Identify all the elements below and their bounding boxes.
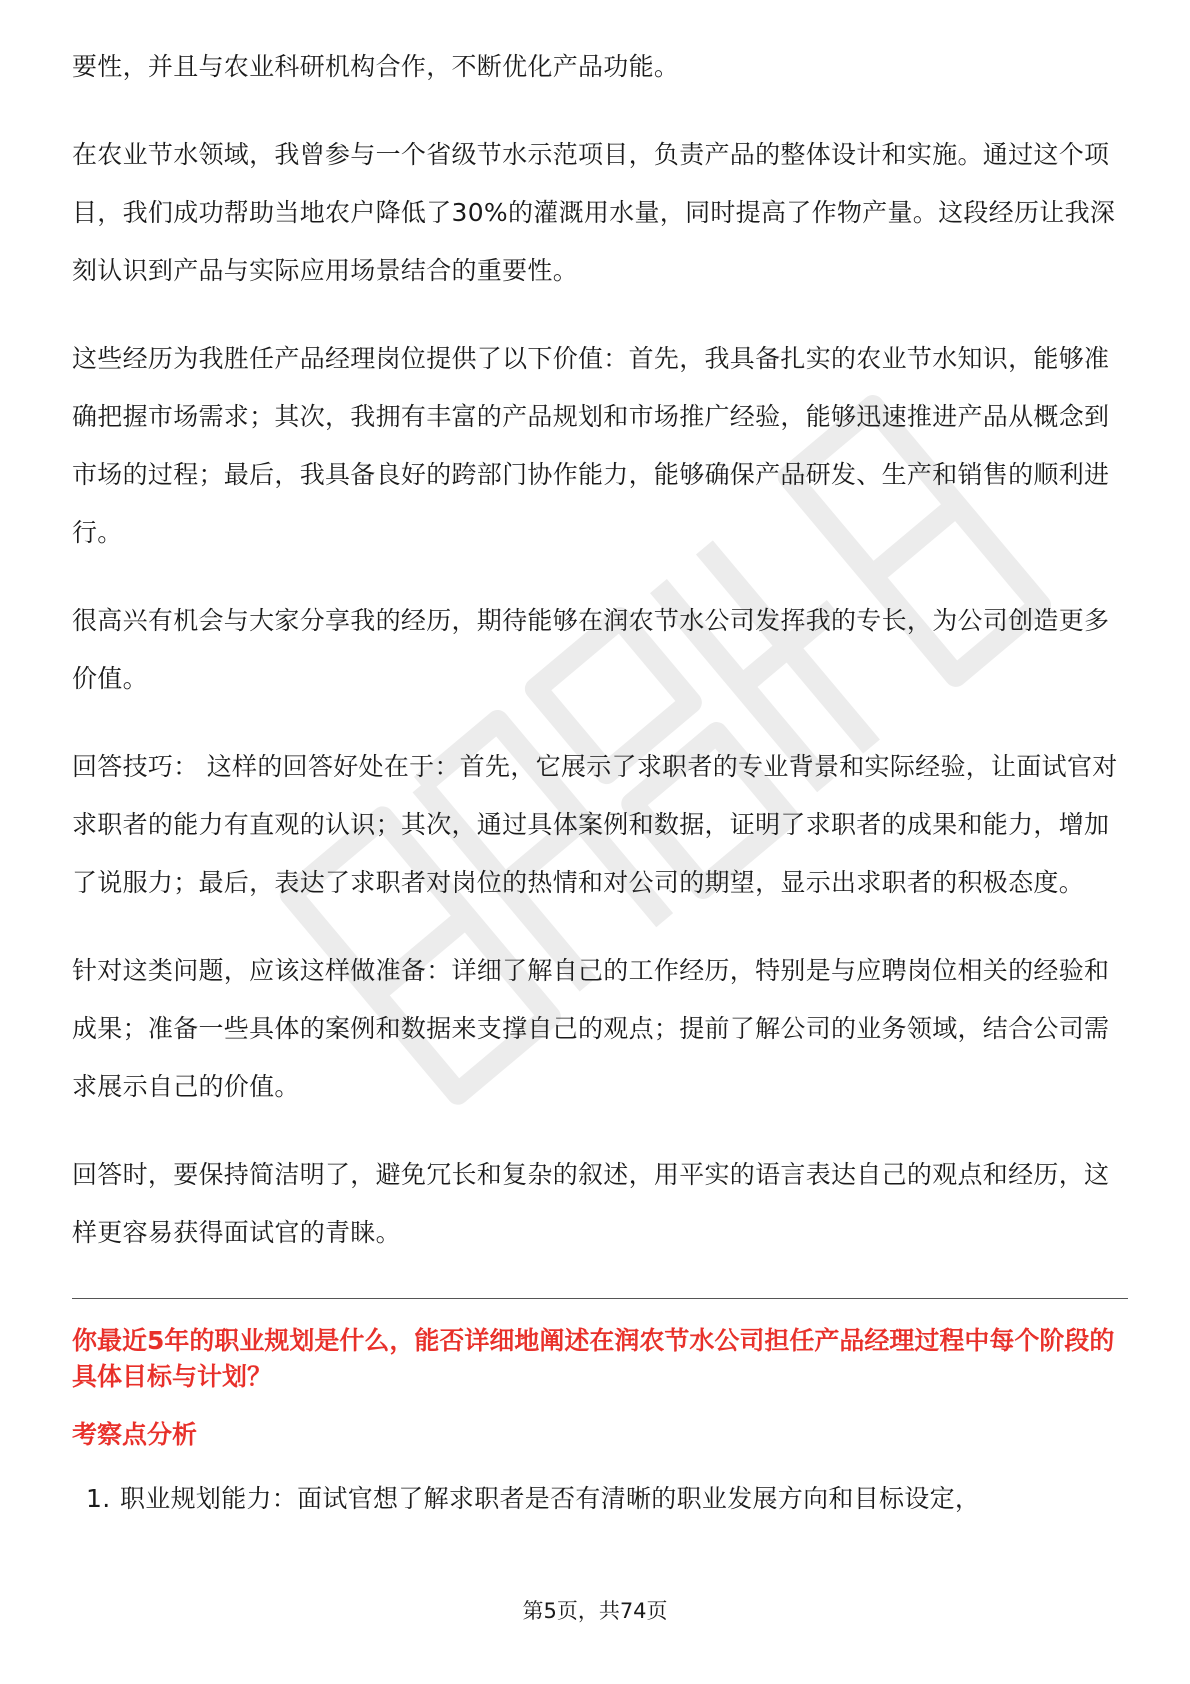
paragraph: 回答时，要保持简洁明了，避免冗长和复杂的叙述，用平实的语言表达自己的观点和经历，这样更容易获得面试官的青睐。 — [72, 1160, 1110, 1247]
section-divider — [72, 1298, 1128, 1299]
list-number: 1. — [86, 1484, 111, 1513]
interview-question: 你最近5年的职业规划是什么，能否详细地阐述在润农节水公司担任产品经理过程中每个阶段的具体目标与计划？ — [72, 1326, 1115, 1391]
paragraph: 要性，并且与农业科研机构合作，不断优化产品功能。 — [72, 52, 680, 81]
analysis-heading: 考察点分析 — [72, 1420, 198, 1449]
paragraph: 针对这类问题，应该这样做准备：详细了解自己的工作经历，特别是与应聘岗位相关的经验和成果；准备一些具体的案例和数据来支撑自己的观点；提前了解公司的业务领域，结合公司需求展示自己的价值。 — [72, 956, 1110, 1101]
answer-tips-paragraph: 回答技巧： 这样的回答好处在于：首先，它展示了求职者的专业背景和实际经验，让面试官对求职者的能力有直观的认识；其次，通过具体案例和数据，证明了求职者的成果和能力，增加了说服力；最后，表达了求职者对岗位的热情和对公司的期望，显示出求职者的积极态度。 — [72, 752, 1118, 897]
page-number-footer: 第5页，共74页 — [522, 1599, 668, 1623]
paragraph: 在农业节水领域，我曾参与一个省级节水示范项目，负责产品的整体设计和实施。通过这个项目，我们成功帮助当地农户降低了30%的灌溉用水量，同时提高了作物产量。这段经历让我深刻认识到产品与实际应用场景结合的重要性。 — [72, 140, 1116, 285]
paragraph: 很高兴有机会与大家分享我的经历，期待能够在润农节水公司发挥我的专长，为公司创造更多价值。 — [72, 606, 1110, 693]
list-text: 职业规划能力：面试官想了解求职者是否有清晰的职业发展方向和目标设定， — [120, 1484, 981, 1513]
paragraph: 这些经历为我胜任产品经理岗位提供了以下价值：首先，我具备扎实的农业节水知识，能够准确把握市场需求；其次，我拥有丰富的产品规划和市场推广经验，能够迅速推进产品从概念到市场的过程；最后，我具备良好的跨部门协作能力，能够确保产品研发、生产和销售的顺利进行。 — [72, 344, 1110, 547]
list-item — [72, 1479, 1128, 1519]
main-content — [72, 38, 1128, 1519]
